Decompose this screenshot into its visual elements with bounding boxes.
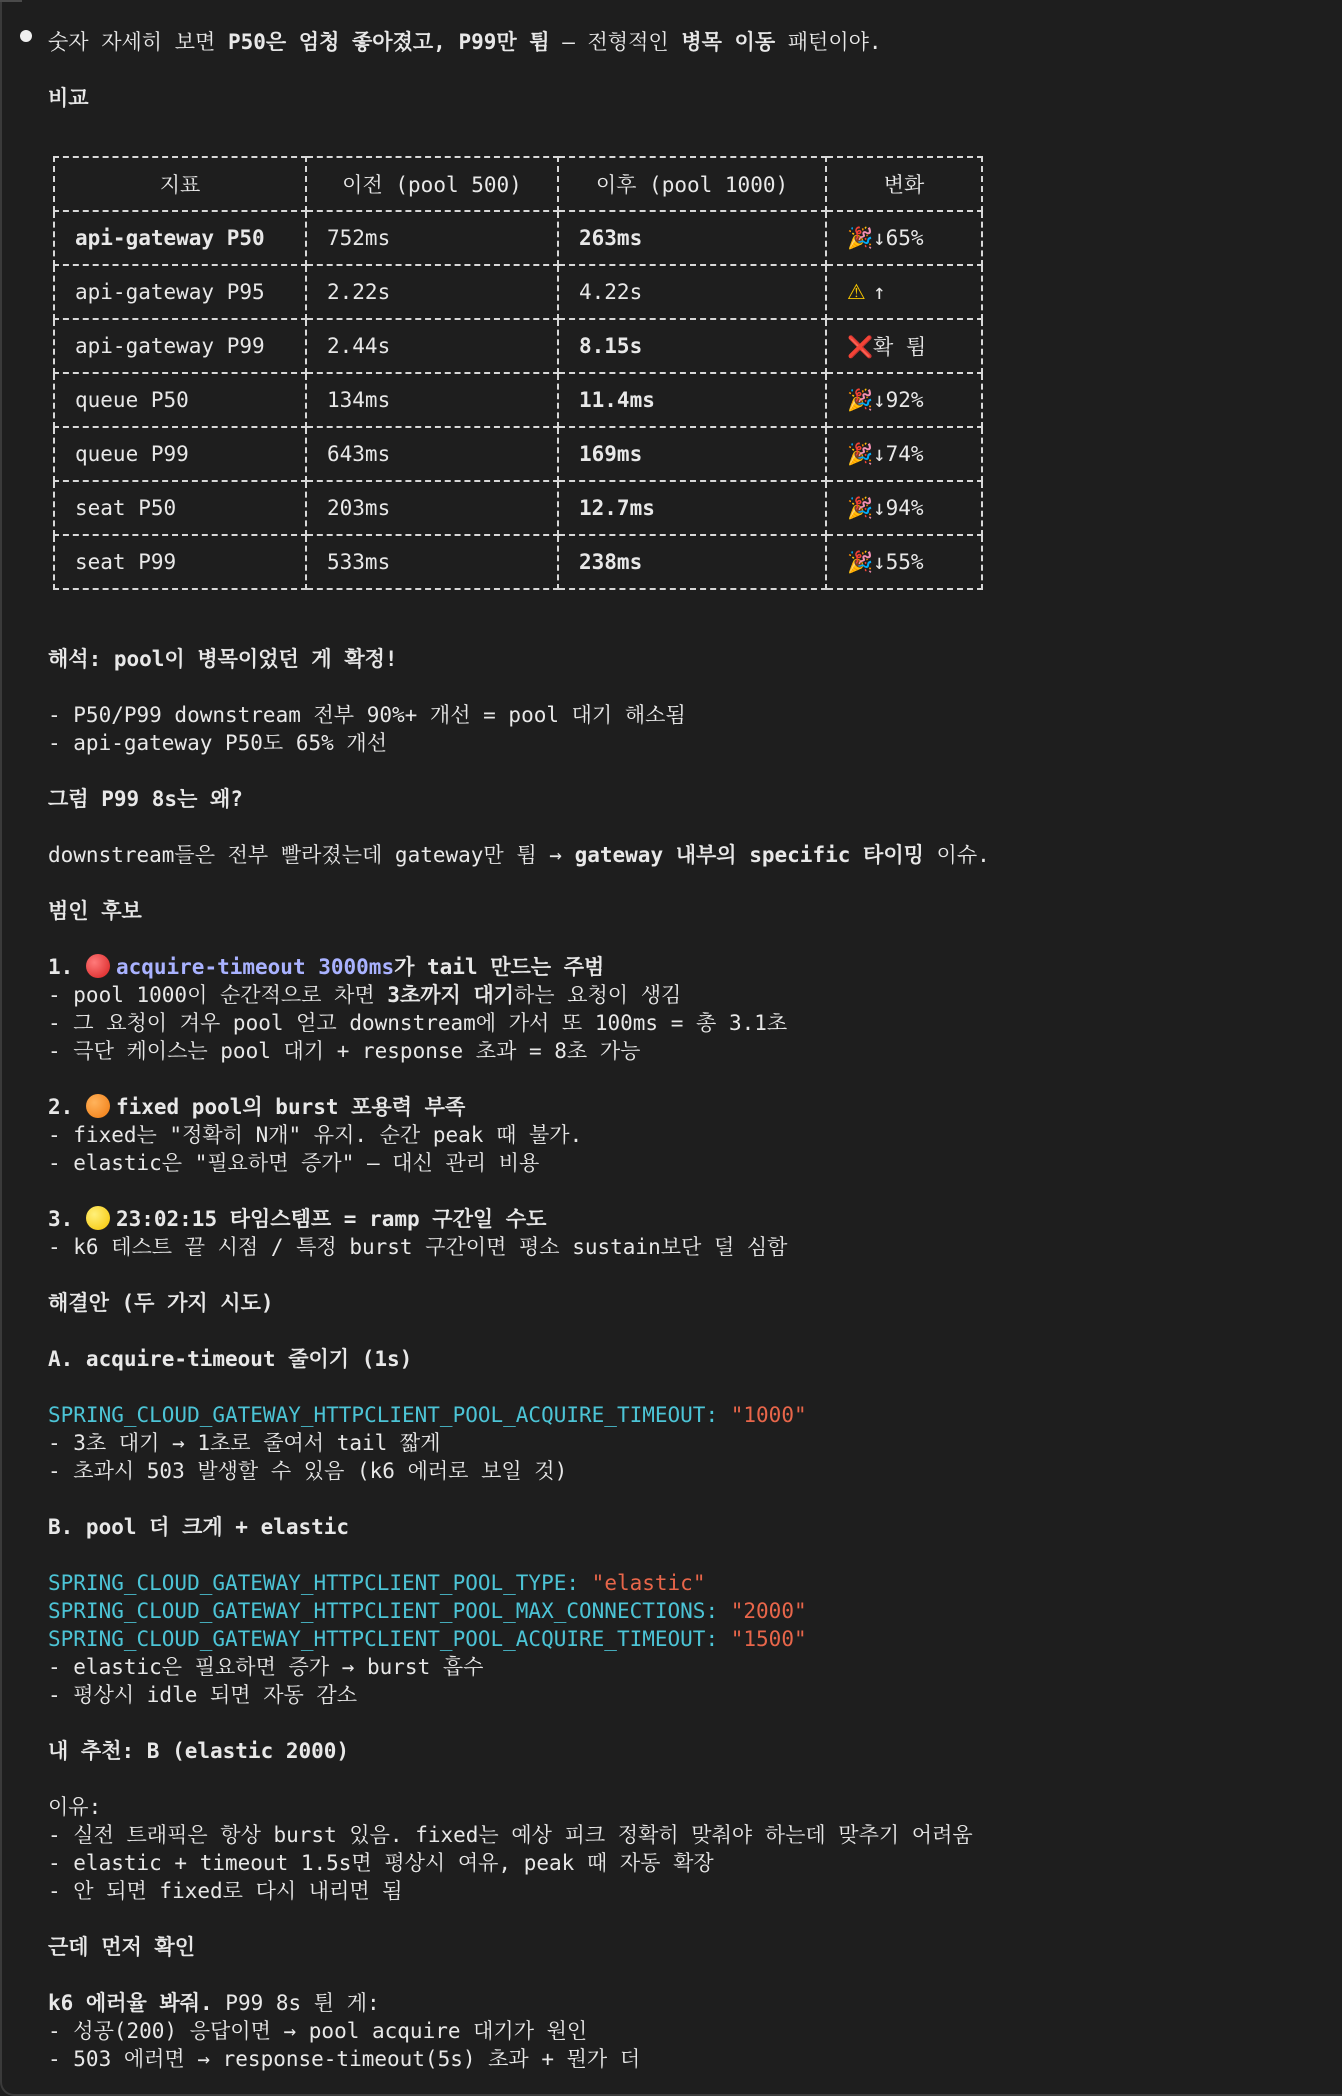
table-row [54, 481, 982, 535]
cell-metric: api-gateway P50 [54, 211, 306, 265]
solution-a-title: A. acquire-timeout 줄이기 (1s) [48, 1347, 413, 1371]
recommendation-heading: 내 추천: B (elastic 2000) [48, 1739, 350, 1763]
cell-after: 12.7ms [558, 481, 826, 535]
check-line-2: - 503 에러면 → response-timeout(5s) 초과 + 뭔가 더 [48, 2047, 641, 2071]
change-text: ↓65% [873, 225, 924, 250]
cell-metric: api-gateway P95 [54, 265, 306, 319]
cell-before: 643ms [306, 427, 558, 481]
cell-after: 11.4ms [558, 373, 826, 427]
why-line: downstream들은 전부 빨라졌는데 gateway만 튐 → gateway 내부의 specific 타이밍 이슈. [48, 843, 990, 867]
solution-b-config-2: SPRING_CLOUD_GATEWAY_HTTPCLIENT_POOL_MAX_CONNECTIONS: "2000" [48, 1599, 807, 1623]
suspect-1-line-2: - 그 요청이 겨우 pool 얻고 downstream에 가서 또 100ms = 총 3.1초 [48, 1011, 788, 1035]
suspects-heading: 범인 후보 [48, 899, 142, 923]
table-row [54, 535, 982, 589]
recommendation-line-2: - elastic + timeout 1.5s면 평상시 여유, peak 때 자동 확장 [48, 1851, 714, 1875]
party-popper-icon: 🎉 [847, 225, 874, 250]
suspect-2-title: 2. fixed pool의 burst 포용력 부족 [48, 1095, 466, 1119]
suspect-2-line-2: - elastic은 "필요하면 증가" — 대신 관리 비용 [48, 1151, 540, 1175]
cell-change [826, 535, 982, 589]
cell-before: 2.22s [306, 265, 558, 319]
party-popper-icon: 🎉 [847, 549, 874, 574]
change-text: ↑ [873, 280, 886, 304]
cell-change [826, 211, 982, 265]
solution-a-line-2: - 초과시 503 발생할 수 있음 (k6 에러로 보일 것) [48, 1459, 568, 1483]
suspect-1-line-1: - pool 1000이 순간적으로 차면 3초까지 대기하는 요청이 생김 [48, 983, 682, 1007]
solution-b-line-1: - elastic은 필요하면 증가 → burst 흡수 [48, 1655, 484, 1679]
change-text: 확 튐 [873, 335, 927, 359]
check-heading: 근데 먼저 확인 [48, 1935, 196, 1959]
suspect-3-title: 3. 23:02:15 타임스템프 = ramp 구간일 수도 [48, 1207, 547, 1231]
table-header-row [54, 157, 982, 211]
red-circle-icon [86, 954, 110, 978]
suspect-1-title: 1. acquire-timeout 3000ms가 tail 만드는 주범 [48, 955, 605, 979]
compare-heading: 비교 [48, 86, 89, 110]
cell-after: 169ms [558, 427, 826, 481]
solution-b-title: B. pool 더 크게 + elastic [48, 1515, 350, 1539]
solution-b-config-1: SPRING_CLOUD_GATEWAY_HTTPCLIENT_POOL_TYPE: "elastic" [48, 1571, 706, 1595]
table-row [54, 211, 982, 265]
header-change: 변화 [826, 157, 982, 211]
cell-after: 263ms [558, 211, 826, 265]
cross-mark-icon: ❌ [847, 335, 874, 359]
table-row [54, 319, 982, 373]
comparison-table [53, 156, 983, 590]
cell-change [826, 373, 982, 427]
frame-top-edge [0, 0, 22, 2]
yellow-circle-icon [86, 1206, 110, 1230]
solution-a-line-1: - 3초 대기 → 1초로 줄여서 tail 짧게 [48, 1431, 441, 1455]
solution-a-config: SPRING_CLOUD_GATEWAY_HTTPCLIENT_POOL_ACQUIRE_TIMEOUT: "1000" [48, 1403, 807, 1427]
header-before: 이전 (pool 500) [306, 157, 558, 211]
change-text: ↓92% [873, 387, 924, 412]
party-popper-icon: 🎉 [847, 441, 874, 466]
cell-change [826, 265, 982, 319]
intro-line: 숫자 자세히 보면 P50은 엄청 좋아졌고, P99만 튐 — 전형적인 병목 이동 패턴이야. [48, 30, 882, 54]
cell-change [826, 481, 982, 535]
cell-change [826, 319, 982, 373]
cell-metric: queue P99 [54, 427, 306, 481]
suspect-3-line-1: - k6 테스트 끝 시점 / 특정 burst 구간이면 평소 sustain보단 덜 심함 [48, 1235, 788, 1259]
interpretation-line-2: - api-gateway P50도 65% 개선 [48, 731, 388, 755]
table-row [54, 373, 982, 427]
party-popper-icon: 🎉 [847, 495, 874, 520]
suspect-2-line-1: - fixed는 "정확히 N개" 유지. 순간 peak 때 불가. [48, 1123, 583, 1147]
recommendation-line-1: - 실전 트래픽은 항상 burst 있음. fixed는 예상 피크 정확히 맞춰야 하는데 맞추기 어려움 [48, 1823, 973, 1847]
bullet-dot [20, 30, 32, 42]
recommendation-reason-label: 이유: [48, 1795, 102, 1819]
cell-change [826, 427, 982, 481]
cell-after: 238ms [558, 535, 826, 589]
cell-before: 752ms [306, 211, 558, 265]
suspect-1-line-3: - 극단 케이스는 pool 대기 + response 초과 = 8초 가능 [48, 1039, 641, 1063]
solutions-heading: 해결안 (두 가지 시도) [48, 1291, 274, 1315]
cell-metric: seat P50 [54, 481, 306, 535]
cell-metric: queue P50 [54, 373, 306, 427]
solution-b-line-2: - 평상시 idle 되면 자동 감소 [48, 1683, 358, 1707]
party-popper-icon: 🎉 [847, 387, 874, 412]
table-row [54, 427, 982, 481]
cell-metric: api-gateway P99 [54, 319, 306, 373]
cell-before: 203ms [306, 481, 558, 535]
solution-b-config-3: SPRING_CLOUD_GATEWAY_HTTPCLIENT_POOL_ACQUIRE_TIMEOUT: "1500" [48, 1627, 807, 1651]
recommendation-line-3: - 안 되면 fixed로 다시 내리면 됨 [48, 1879, 403, 1903]
header-metric: 지표 [54, 157, 306, 211]
orange-circle-icon [86, 1094, 110, 1118]
why-heading: 그럼 P99 8s는 왜? [48, 787, 243, 811]
cell-before: 134ms [306, 373, 558, 427]
change-text: ↓55% [873, 549, 924, 574]
cell-after: 4.22s [558, 265, 826, 319]
change-text: ↓74% [873, 441, 924, 466]
change-text: ↓94% [873, 495, 924, 520]
interpretation-line-1: - P50/P99 downstream 전부 90%+ 개선 = pool 대기 해소됨 [48, 703, 686, 727]
header-after: 이후 (pool 1000) [558, 157, 826, 211]
warning-icon: ⚠ [847, 280, 866, 304]
check-line-intro: k6 에러율 봐줘. P99 8s 튄 게: [48, 1991, 380, 2015]
cell-metric: seat P99 [54, 535, 306, 589]
interpretation-heading: 해석: pool이 병목이었던 게 확정! [48, 647, 398, 671]
cell-before: 533ms [306, 535, 558, 589]
cell-before: 2.44s [306, 319, 558, 373]
cell-after: 8.15s [558, 319, 826, 373]
table-row [54, 265, 982, 319]
check-line-1: - 성공(200) 응답이면 → pool acquire 대기가 원인 [48, 2019, 588, 2043]
